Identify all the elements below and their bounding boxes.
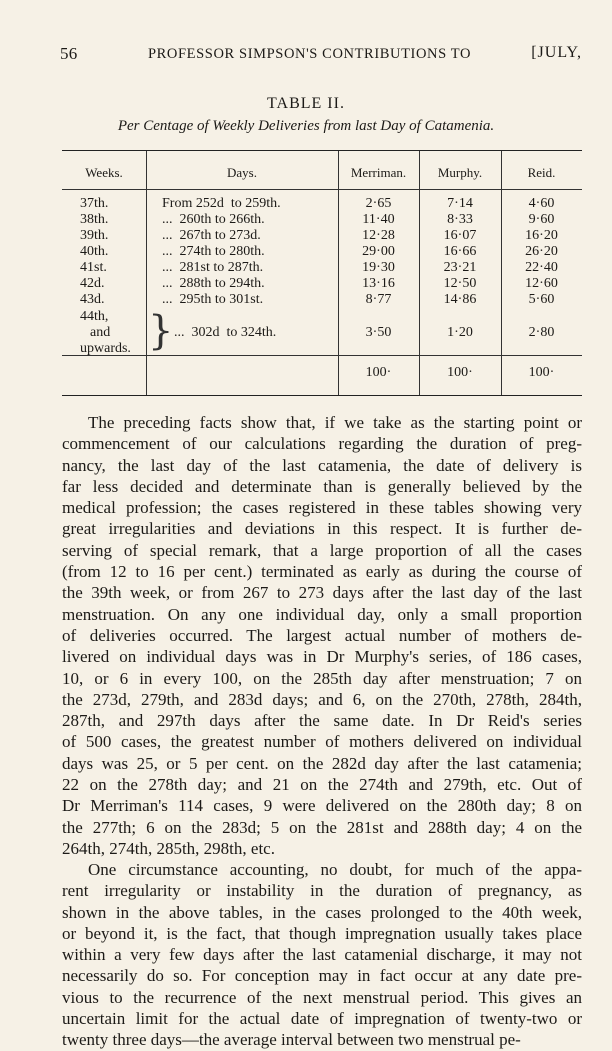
murphy-cell: 12·50	[443, 276, 477, 291]
merriman-cell: 19·30	[362, 260, 395, 275]
text-line: of deliveries occurred. The largest actual number of mothers de-	[62, 625, 582, 645]
murphy-cell: 14·86	[443, 292, 477, 307]
text-line: far less decided and determinate than is generally believed by the	[62, 476, 582, 496]
reid-cell: 26·20	[525, 244, 558, 259]
column-rule	[146, 151, 147, 395]
week-cell: 39th.	[80, 228, 109, 243]
merriman-cell: 12·28	[362, 228, 395, 243]
week-cell: and	[90, 325, 111, 340]
running-title: PROFESSOR SIMPSON'S CONTRIBUTIONS TO	[148, 46, 472, 62]
text-line: the 273d, 279th, and 283d days; and 6, on the 270th, 278th, 284th,	[62, 689, 582, 709]
days-cell: ... 260th to 266th.	[162, 212, 265, 227]
table-caption: TABLE II.	[267, 95, 345, 112]
days-cell: ... 281st to 287th.	[162, 260, 264, 275]
text-line: The preceding facts show that, if we take as the starting point or	[88, 413, 582, 432]
days-cell: ... 302d to 324th.	[174, 325, 277, 340]
week-cell: 37th.	[80, 196, 109, 211]
text-line: the 39th week, or from 267 to 273 days after the last day of the last	[62, 583, 582, 603]
column-header-murphy: Murphy.	[437, 165, 483, 180]
week-cell: upwards.	[80, 341, 131, 356]
text-line: rent irregularity or instability in the duration of pregnancy, as	[62, 881, 582, 901]
murphy-cell: 1·20	[447, 325, 473, 340]
text-line: nancy, the last day of the last catamenia, the date of delivery is	[62, 455, 582, 475]
text-line: of 500 cases, the greatest number of mothers delivered on individual	[62, 732, 582, 752]
days-cell: From 252d to 259th.	[162, 196, 281, 211]
merriman-cell: 3·50	[365, 325, 392, 340]
merriman-cell: 2·65	[365, 196, 392, 211]
days-cell: ... 274th to 280th.	[162, 244, 265, 259]
text-line: menstruation. On any one individual day, only a small proportion	[62, 604, 582, 624]
text-line: livered on individual days was in Dr Murphy's series, of 186 cases,	[62, 647, 582, 667]
reid-cell: 2·80	[528, 325, 555, 340]
text-line: 287th, and 297th days after the same date. In Dr Reid's series	[62, 711, 582, 731]
reid-total: 100·	[528, 365, 555, 380]
murphy-cell: 8·33	[447, 212, 473, 227]
days-cell: ... 295th to 301st.	[162, 292, 264, 307]
text-line: 22 on the 278th day; and 21 on the 274th and 279th, etc. Out of	[62, 775, 582, 795]
page-number: 56	[60, 44, 78, 63]
reid-cell: 22·40	[525, 260, 558, 275]
week-cell: 43d.	[80, 292, 105, 307]
totals-rule	[62, 355, 582, 356]
reid-cell: 12·60	[525, 276, 558, 291]
text-line: One circumstance accounting, no doubt, for much of the appa-	[88, 860, 582, 879]
text-line: or beyond it, is the fact, that though impregnation usually takes place	[62, 923, 582, 943]
text-line: great irregularities and deviations in this respect. It is further de-	[62, 519, 582, 539]
merriman-cell: 8·77	[365, 292, 392, 307]
murphy-cell: 16·07	[443, 228, 477, 243]
running-header	[60, 44, 582, 66]
text-line: vious to the recurrence of the next menstrual period. This gives an	[62, 987, 582, 1007]
week-cell: 40th.	[80, 244, 109, 259]
week-cell: 44th,	[80, 309, 109, 324]
text-line: 10, or 6 in every 100, on the 285th day after menstruation; 7 on	[62, 668, 582, 688]
body-paragraph-2	[62, 859, 582, 1051]
table-subtitle: Per Centage of Weekly Deliveries from last Day of Catamenia.	[117, 118, 495, 134]
reid-cell: 5·60	[528, 292, 555, 307]
text-line: twenty three days—the average interval between two menstrual pe-	[62, 1030, 521, 1050]
header-rule	[62, 189, 582, 190]
murphy-cell: 23·21	[443, 260, 477, 275]
merriman-cell: 13·16	[362, 276, 395, 291]
reid-cell: 16·20	[525, 228, 558, 243]
reid-cell: 4·60	[528, 196, 555, 211]
days-cell: ... 267th to 273d.	[162, 228, 261, 243]
text-line: (from 12 to 16 per cent.) terminated as early as during the course of	[62, 562, 582, 582]
column-header-reid: Reid.	[527, 165, 556, 180]
header-date: [JULY,	[531, 44, 582, 61]
body-paragraph-1	[62, 412, 582, 859]
merriman-cell: 11·40	[362, 212, 395, 227]
murphy-cell: 16·66	[443, 244, 477, 259]
text-line: serving of special remark, that a large proportion of all the cases	[62, 540, 582, 560]
column-header-weeks: Weeks.	[85, 165, 123, 180]
text-line: commencement of our calculations regarding the duration of preg-	[62, 434, 582, 454]
text-line: uncertain limit for the actual date of impregnation of twenty-two or	[62, 1009, 582, 1029]
text-line: within a very few days after the last catamenial discharge, it may not	[62, 945, 582, 965]
text-line: 264th, 274th, 285th, 298th, etc.	[62, 838, 275, 858]
days-cell: ... 288th to 294th.	[162, 276, 265, 291]
deliveries-table	[62, 150, 582, 396]
merriman-cell: 29·00	[362, 244, 395, 259]
week-cell: 41st.	[80, 260, 107, 275]
text-line: the 277th; 6 on the 283d; 5 on the 281st and 288th day; 4 on the	[62, 817, 582, 837]
merriman-total: 100·	[365, 365, 392, 380]
text-line: Dr Merriman's 114 cases, 9 were delivered on the 280th day; 8 on	[62, 796, 582, 816]
text-line: shown in the above tables, in the cases prolonged to the 40th week,	[62, 902, 582, 922]
week-cell: 42d.	[80, 276, 105, 291]
text-line: necessarily do so. For conception may in fact occur at any date pre-	[62, 966, 582, 986]
murphy-total: 100·	[447, 365, 473, 380]
column-header-days: Days.	[227, 165, 257, 180]
brace-glyph: }	[148, 308, 174, 354]
week-cell: 38th.	[80, 212, 109, 227]
text-line: days was 25, or 5 per cent. on the 282d day after the last catamenia;	[62, 753, 582, 773]
reid-cell: 9·60	[528, 212, 555, 227]
text-line: medical profession; the cases registered in these tables showing very	[62, 498, 582, 518]
column-header-merriman: Merriman.	[350, 165, 407, 180]
murphy-cell: 7·14	[447, 196, 473, 211]
